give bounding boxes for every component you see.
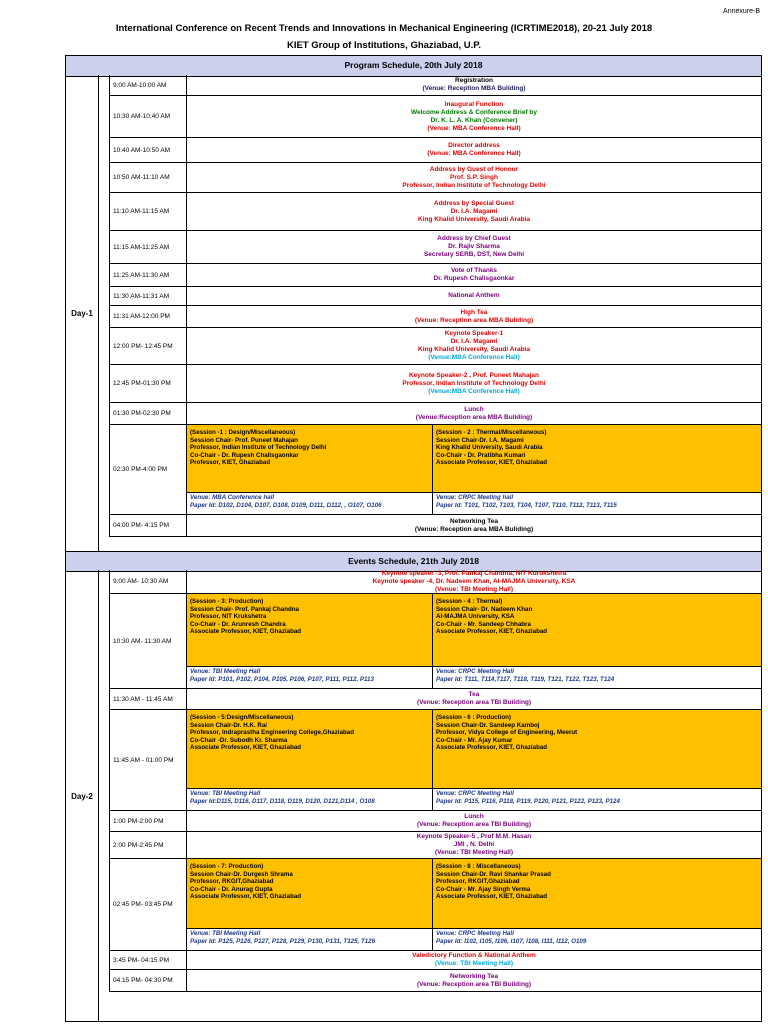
session-left	[187, 859, 433, 950]
event-line: (Venue:Reception area MBA Buliding)	[415, 413, 533, 421]
event-line: Prof. S.P. Singh	[450, 173, 498, 181]
session-venue-papers	[187, 929, 432, 950]
session-details	[433, 425, 761, 493]
time-slot: 12:45 PM-01:30 PM	[109, 365, 187, 402]
schedule-row	[109, 163, 761, 193]
event-description	[187, 96, 761, 137]
event-line: Director address	[448, 142, 500, 149]
session-paper-ids: Paper Id: P101, P102, P104, P105, P106, P107, P111, P112, P113	[190, 675, 374, 683]
schedule-row	[109, 96, 761, 138]
session-line: Co-Chair - Dr. Pratibha Kumari	[436, 451, 526, 459]
schedule-row	[109, 287, 761, 306]
session-line: Professor, KIET, Ghaziabad	[190, 459, 271, 467]
session-details	[187, 859, 432, 929]
event-line: (Venue: MBA Conference Hall)	[427, 150, 521, 157]
event-description	[187, 328, 761, 364]
session-right	[433, 859, 761, 950]
session-paper-ids: Paper Id: T101, T102, T103, T104, T107, T110, T112, T113, T115	[436, 501, 617, 509]
session-line: Professor, Vidya College of Engineering, Meerut	[436, 729, 578, 737]
schedule-table	[65, 55, 762, 1022]
time-slot: 10:30 AM-10:40 AM	[109, 96, 187, 137]
event-description	[187, 515, 761, 536]
session-line: (Session - 4 : Thermal)	[436, 598, 503, 605]
schedule-row	[109, 859, 761, 951]
event-description	[187, 365, 761, 402]
event-line: (Venue: Reception area TBI Building)	[416, 699, 532, 706]
event-description	[187, 264, 761, 286]
session-venue-papers	[187, 493, 432, 514]
time-slot: 02:30 PM-4:00 PM	[109, 425, 187, 514]
time-slot: 01:30 PM-02:30 PM	[109, 403, 187, 424]
session-line: (Session - 8 : Miscellaneous)	[436, 863, 521, 870]
event-description	[187, 163, 761, 192]
time-slot: 10:50 AM-11:10 AM	[109, 163, 187, 192]
parallel-sessions	[187, 710, 761, 810]
session-line: (Session - 2 : Thermal/Miscellaneous)	[436, 429, 547, 436]
session-venue: Venue: MBA Conference hall	[190, 494, 275, 501]
session-details	[187, 710, 432, 789]
annexure-label: Annexure-B	[723, 8, 760, 15]
session-details	[433, 859, 761, 929]
time-slot: 9:00 AM- 10:30 AM	[109, 570, 187, 593]
schedule-row	[109, 365, 761, 403]
event-description	[187, 970, 761, 991]
session-line: Session Chair- Dr. Nadeem Khan	[436, 605, 533, 613]
session-venue: Venue: CRPC Meeting Hall	[436, 668, 514, 675]
session-line: Session Chair-Dr. I.A. Magami	[436, 436, 524, 444]
schedule-row	[109, 710, 761, 811]
event-line: Professor, Indian Institute of Technology Delhi	[402, 181, 546, 189]
session-venue: Venue: CRPC Meeting Hall	[436, 930, 514, 937]
session-line: Co-Chair - Mr. Ajay Kumar	[436, 736, 513, 744]
schedule-row	[109, 425, 761, 515]
session-line: Professor, RKGIT,Ghaziabad	[436, 878, 520, 886]
session-details	[187, 425, 432, 493]
session-line: Associate Professor, KIET, Ghaziabad	[190, 628, 302, 636]
event-line: (Venue: Reception area MBA Buliding)	[414, 316, 534, 324]
time-slot: 10:40 AM-10:50 AM	[109, 138, 187, 162]
event-description	[187, 231, 761, 263]
session-line: (Session -1 : Design/Miscellaneous)	[190, 429, 296, 436]
event-line: Secretary SERB, DST, New Delhi	[423, 251, 525, 258]
session-paper-ids: Paper Id: P125, P126, P127, P128, P129, P130, P131, T125, T126	[190, 937, 376, 945]
session-line: Associate Professor, KIET, Ghaziabad	[436, 459, 548, 467]
session-line: Co-Chair - Mr. Ajay Singh Verma	[436, 885, 531, 893]
session-line: Co-Chair - Dr. Arunresh Chandra	[190, 620, 286, 628]
event-line: (Venue: MBA Conference Hall)	[427, 124, 521, 132]
session-details	[187, 594, 432, 667]
event-description	[187, 689, 761, 709]
event-description	[187, 951, 761, 969]
event-line: Valedictory Function & National Anthem	[412, 952, 536, 959]
parallel-sessions	[187, 425, 761, 514]
session-line: Professor, Indian Institute of Technology Delhi	[190, 444, 327, 452]
session-line: Co-Chair - Dr. Rupesh Chalisgaonkar	[190, 451, 299, 459]
session-line: (Session - 3: Production)	[190, 598, 264, 605]
event-line: Keynote Speaker-1	[444, 330, 504, 337]
schedule-row	[109, 970, 761, 992]
session-line: Co-Chair -Dr. Subodh Kr. Sharma	[190, 736, 288, 744]
session-line: King Khalid University, Saudi Arabia	[436, 444, 543, 452]
event-line: King Khalid University, Saudi Arabia	[418, 346, 530, 353]
conference-title: International Conference on Recent Trends and Innovations in Mechanical Engineering (ICRTIME2018), 20-21 July 2018	[115, 23, 653, 34]
event-line: Professor, Indian Institute of Technology Delhi	[402, 379, 546, 387]
event-description	[187, 832, 761, 858]
time-slot: 1:00 PM-2:00 PM	[109, 811, 187, 831]
time-slot: 11:15 AM-11:25 AM	[109, 231, 187, 263]
event-line: (Venue: TBI Meeting Hall)	[434, 960, 513, 967]
event-line: Inaugural Function	[444, 100, 504, 108]
session-line: Al-MAJMA University, KSA	[436, 613, 515, 621]
session-line: Session Chair-Dr. Sandeep Kamboj	[436, 721, 540, 729]
schedule-row	[109, 689, 761, 710]
event-line: Keynote Speaker-5 , Prof M.M. Hasan	[416, 833, 532, 840]
session-venue-papers	[433, 667, 761, 688]
session-paper-ids: Paper Id: P115, P116, P118, P119, P120, P121, P122, P123, P124	[436, 797, 620, 805]
session-right	[433, 710, 761, 810]
session-line: Associate Professor, KIET, Ghaziabad	[190, 893, 302, 901]
session-venue: Venue: TBI Meeting Hall	[190, 790, 261, 797]
event-line: (Venue: Reception MBA Buliding)	[422, 85, 526, 92]
event-line: (Venue: Reception area MBA Buliding)	[414, 525, 534, 533]
session-venue: Venue: CRPC Meeting hall	[436, 494, 514, 501]
session-venue-papers	[433, 929, 761, 950]
event-line: Lunch	[464, 813, 484, 820]
session-venue-papers	[187, 789, 432, 810]
time-slot: 11:25 AM-11:30 AM	[109, 264, 187, 286]
event-description	[187, 193, 761, 230]
event-line: Dr. I.A. Magami	[450, 338, 498, 345]
session-line: Associate Professor, KIET, Ghaziabad	[190, 744, 302, 752]
event-line: King Khalid University, Saudi Arabia	[418, 215, 530, 223]
schedule-row	[109, 515, 761, 537]
session-line: Professor, Indraprastha Engineering College,Ghaziabad	[190, 729, 355, 737]
time-slot: 02:45 PM- 03:45 PM	[109, 859, 187, 950]
session-line: Professor, NIT Krukshetra	[190, 613, 267, 621]
day2-label: Day-2	[66, 570, 99, 1022]
schedule-row	[109, 811, 761, 832]
event-line: (Venue: TBI Meeting Hall)	[434, 849, 513, 856]
event-line: Networking Tea	[450, 972, 498, 980]
event-line: Dr. Rupesh Chalisgaonkar	[433, 275, 515, 282]
event-line: Tea	[468, 691, 480, 698]
session-paper-ids: Paper Id: I102, I105, I106, I107, I108, I111, I112, O109	[436, 937, 587, 945]
session-left	[187, 710, 433, 810]
event-line: (Venue: TBI Meeting Hall)	[434, 585, 513, 593]
time-slot: 11:10 AM-11:15 AM	[109, 193, 187, 230]
time-slot: 04:15 PM- 04:30 PM	[109, 970, 187, 991]
session-left	[187, 594, 433, 688]
event-line: Keynote speaker -3, Prof. Pankaj Chandna, NIT Kurukshetra	[381, 569, 567, 577]
time-slot: 3:45 PM- 04:15 PM	[109, 951, 187, 969]
time-slot: 11:30 AM - 11:45 AM	[109, 689, 187, 709]
event-line: High Tea	[460, 308, 488, 316]
schedule-row	[109, 231, 761, 264]
session-line: Associate Professor, KIET, Ghaziabad	[436, 744, 548, 752]
schedule-row	[109, 594, 761, 689]
event-line: (Venue:MBA Conference Hall)	[428, 387, 520, 395]
event-line: JMI , N. Delhi	[453, 841, 495, 848]
event-description	[187, 570, 761, 593]
event-line: Registration	[455, 77, 493, 84]
day1-label: Day-1	[66, 75, 99, 552]
event-description	[187, 138, 761, 162]
event-line: (Venue:MBA Conference Hall)	[428, 354, 520, 361]
event-description	[187, 306, 761, 327]
session-line: Professor, RKGIT,Ghaziabad	[190, 878, 274, 886]
event-line: Dr. I.A. Magami	[450, 207, 498, 215]
schedule-row	[109, 75, 761, 96]
session-venue: Venue: TBI Meeting Hall	[190, 668, 261, 675]
session-line: Session Chair-Dr. Ravi Shankar Prasad	[436, 870, 551, 878]
session-details	[433, 710, 761, 789]
time-slot: 04:00 PM- 4:15 PM	[109, 515, 187, 536]
event-line: National Anthem	[448, 292, 500, 299]
event-description	[187, 811, 761, 831]
event-line: Dr. Rajiv Sharma	[448, 243, 500, 250]
session-right	[433, 425, 761, 514]
session-line: Co-Chair - Dr. Anurag Gupta	[190, 885, 273, 893]
institution-subtitle: KIET Group of Institutions, Ghaziabad, U.P.	[286, 40, 482, 51]
session-line: Session Chair- Prof. Puneet Mahajan	[190, 436, 298, 444]
parallel-sessions	[187, 859, 761, 950]
event-line: Address by Chief Guest	[437, 235, 511, 242]
event-line: Keynote Speaker-2 , Prof. Puneet Mahajan	[408, 371, 540, 379]
schedule-row	[109, 264, 761, 287]
event-line: Keynote speaker -4, Dr. Nadeem Khan, Al-MAJMA University, KSA	[372, 577, 576, 585]
event-description	[187, 403, 761, 424]
session-venue-papers	[433, 789, 761, 810]
time-slot: 2:00 PM-2:45 PM	[109, 832, 187, 858]
schedule-row	[109, 403, 761, 425]
time-slot: 11:31 AM-12:00 PM	[109, 306, 187, 327]
session-line: (Session - 6 : Production)	[436, 714, 511, 721]
session-line: Session Chair-Dr. H.K. Rai	[190, 721, 268, 729]
time-slot: 12:00 PM- 12:45 PM	[109, 328, 187, 364]
schedule-row	[109, 832, 761, 859]
event-line: (Venue: Reception area TBI Building)	[416, 821, 532, 828]
session-paper-ids: Paper Id: T111, T114,T117, T118, T119, T121, T122, T123, T124	[436, 675, 615, 683]
time-slot: 11:45 AM - 01:00 PM	[109, 710, 187, 810]
time-slot: 10:30 AM- 11:30 AM	[109, 594, 187, 688]
event-line: Address by Special Guest	[433, 199, 515, 207]
event-line: Address by Guest of Honour	[429, 165, 519, 173]
session-paper-ids: Paper Id:D115, D116, D117, D118, D119, D120, D121,D114 , O108	[190, 797, 375, 805]
session-line: Session Chair-Dr. Durgesh Shrama	[190, 870, 293, 878]
day2-header-bar: Events Schedule, 21th July 2018	[66, 551, 761, 572]
session-line: (Session - 5:Design/Miscellaneous)	[190, 714, 294, 721]
parallel-sessions	[187, 594, 761, 688]
session-venue: Venue: TBI Meeting Hall	[190, 930, 261, 937]
session-line: Session Chair- Prof. Pankaj Chandna	[190, 605, 299, 613]
time-slot: 11:30 AM-11:31 AM	[109, 287, 187, 305]
session-details	[433, 594, 761, 667]
schedule-row	[109, 951, 761, 970]
session-line: Associate Professor, KIET, Ghaziabad	[436, 893, 548, 901]
session-left	[187, 425, 433, 514]
event-line: (Venue: Reception area TBI Building)	[416, 980, 532, 988]
event-description	[187, 75, 761, 95]
day1-header-bar: Program Schedule, 20th July 2018	[66, 55, 761, 77]
schedule-row	[109, 570, 761, 594]
event-line: Welcome Address & Conference Brief by	[410, 108, 538, 116]
event-line: Lunch	[464, 405, 484, 413]
event-line: Dr. K. L. A. Khan (Convener)	[430, 116, 518, 124]
session-line: Co-Chair - Mr. Sandeep Chhabra	[436, 620, 531, 628]
event-line: Networking Tea	[450, 517, 498, 525]
schedule-row	[109, 193, 761, 231]
event-description	[187, 287, 761, 305]
schedule-row	[109, 138, 761, 163]
schedule-row	[109, 306, 761, 328]
schedule-row	[109, 328, 761, 365]
session-venue: Venue: CRPC Meeting Hall	[436, 790, 514, 797]
session-line: Associate Professor, KIET, Ghaziabad	[436, 628, 548, 636]
event-line: Vote of Thanks	[450, 267, 498, 274]
session-right	[433, 594, 761, 688]
session-venue-papers	[433, 493, 761, 514]
time-slot: 9:00 AM-10:00 AM	[109, 75, 187, 95]
session-venue-papers	[187, 667, 432, 688]
session-paper-ids: Paper Id: D102, D104, D107, D108, D109, D111, D112, , O107, O106	[190, 501, 382, 509]
session-line: (Session - 7: Production)	[190, 863, 264, 870]
